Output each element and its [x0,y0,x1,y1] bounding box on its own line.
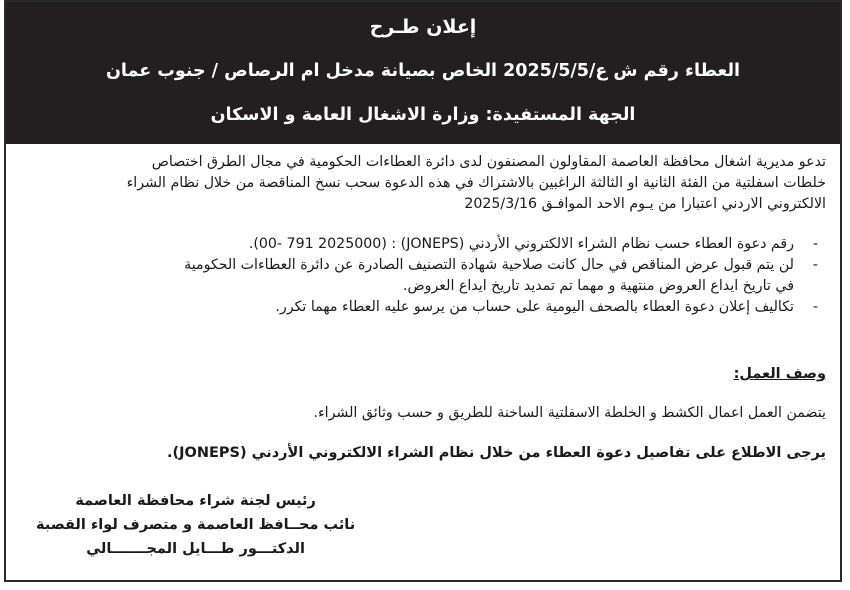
announcement-title: إعلان طـرح [369,16,477,38]
condition-line: في تاريخ ايداع العروض منتهية و مهما تم تمديد تاريخ ايداع العروض. [402,278,794,294]
condition-item [16,297,818,318]
conditions-list [16,234,818,318]
work-description-heading: وصف العمل: [733,366,826,382]
signature-block [36,489,355,561]
intro-line: تدعو مديرية اشغال محافظة العاصمة المقاولون المصنفون لدى دائرة العطاءات الحكومية في مجال الطرق اختصاص [151,154,826,170]
tender-number: العطاء رقم ش ع/2025/5/5 الخاص بصيانة مدخل ام الرصاص / جنوب عمان [105,61,741,81]
condition-item [16,234,818,255]
condition-line: تكاليف إعلان دعوة العطاء بالصحف اليومية على حساب من يرسو عليه العطاء مهما تكرر. [275,299,794,315]
signature-name: الدكتـــور طـــايل المجـــــــالي [86,541,305,557]
announcement-header [6,2,840,144]
condition-item [16,255,818,297]
signature-line: نائب محــافظ العاصمة و متصرف لواء القصبة [36,517,356,533]
intro-line: الالكتروني الاردني اعتبارا من يـوم الاحد الموافـق 2025/3/16 [464,196,826,212]
signature-line: رئيس لجنة شراء محافظة العاصمة [75,493,316,509]
intro-paragraph [16,152,826,215]
condition-line: لن يتم قبول عرض المناقص في حال كانت صلاحية شهادة التصنيف الصادرة عن دائرة العطاءات الحكومية [184,257,794,273]
dash-bullet: - [812,257,818,273]
dash-bullet: - [812,299,818,315]
condition-line: رقم دعوة العطاء حسب نظام الشراء الالكتروني الأردني (JONEPS) : (00- 791 2025000). [248,236,794,252]
tender-announcement [4,0,842,582]
beneficiary: الجهة المستفيدة: وزارة الاشغال العامة و الاسكان [210,105,636,125]
dash-bullet: - [812,236,818,252]
work-description-text: يتضمن العمل اعمال الكشط و الخلطة الاسفلتية الساخنة للطريق و حسب وثائق الشراء. [313,405,826,421]
joneps-notice: يرجى الاطلاع على تفاصيل دعوة العطاء من خلال نظام الشراء الالكتروني الأردني (JONEPS). [166,445,826,461]
intro-line: خلطات اسفلتية من الفئة الثانية او الثالثة الراغبين بالاشتراك في هذه الدعوة سحب نسخ المناقصة من خلال نظام الشراء [126,175,826,191]
